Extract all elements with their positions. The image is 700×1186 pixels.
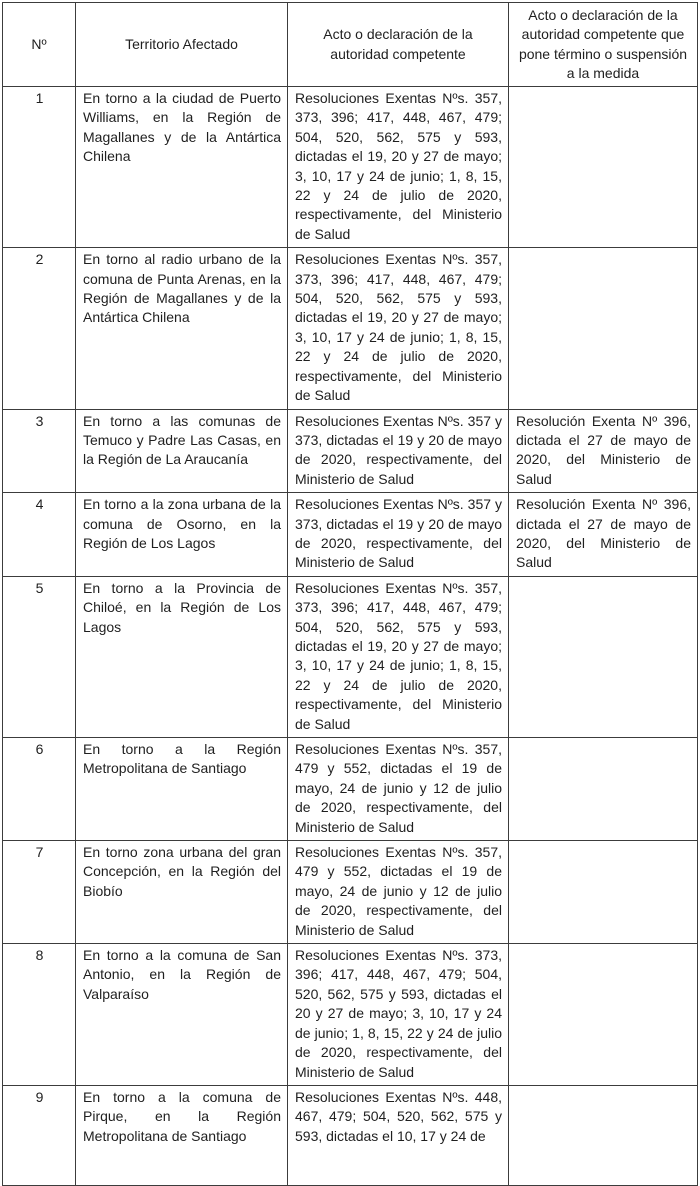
territorio-cell: En torno a la comuna de San Antonio, en la Región de Valparaíso <box>76 944 288 1086</box>
territorio-cell: En torno a la ciudad de Puerto Williams, en la Región de Magallanes y de la Antártica Chilena <box>76 87 288 248</box>
table-header-row <box>3 3 698 87</box>
territorio-cell: En torno al radio urbano de la comuna de Punta Arenas, en la Región de Magallanes y de la Antártica Chilena <box>76 248 288 409</box>
table-row <box>3 87 698 248</box>
termino-cell: Resolución Exenta Nº 396, dictada el 27 de mayo de 2020, del Ministerio de Salud <box>509 493 698 577</box>
territorio-cell: En torno a la Provincia de Chiloé, en la Región de Los Lagos <box>76 576 288 737</box>
termino-cell <box>509 841 698 944</box>
acto-cell: Resoluciones Exentas Nºs. 373, 396; 417, 448, 467, 479; 504, 520, 562, 575 y 593, dictadas el 20 y 27 de mayo; 3, 10, 17 y 24 de junio; 1, 8, 15, 22 y 24 de julio de 2020, respectivamente, del Ministerio de Salud <box>288 944 509 1086</box>
acto-cell: Resoluciones Exentas Nºs. 357, 373, 396; 417, 448, 467, 479; 504, 520, 562, 575 y 593, dictadas el 19, 20 y 27 de mayo; 3, 10, 17 y 24 de junio; 1, 8, 15, 22 y 24 de julio de 2020, respectivamente, del Ministerio de Salud <box>288 87 509 248</box>
acto-cell: Resoluciones Exentas Nºs. 357 y 373, dictadas el 19 y 20 de mayo de 2020, respectivamente, del Ministerio de Salud <box>288 493 509 577</box>
row-number: 4 <box>3 493 76 577</box>
acto-cell: Resoluciones Exentas Nºs. 357, 373, 396; 417, 448, 467, 479; 504, 520, 562, 575 y 593, dictadas el 19, 20 y 27 de mayo; 3, 10, 17 y 24 de junio; 1, 8, 15, 22 y 24 de julio de 2020, respectivamente, del Ministerio de Salud <box>288 248 509 409</box>
termino-cell: Resolución Exenta Nº 396, dictada el 27 de mayo de 2020, del Ministerio de Salud <box>509 409 698 493</box>
table-row <box>3 841 698 944</box>
affected-territories-table <box>2 2 698 1186</box>
table-row <box>3 493 698 577</box>
row-number: 9 <box>3 1085 76 1185</box>
territorio-cell: En torno a la comuna de Pirque, en la Región Metropolitana de Santiago <box>76 1085 288 1185</box>
row-number: 2 <box>3 248 76 409</box>
termino-cell <box>509 738 698 841</box>
row-number: 6 <box>3 738 76 841</box>
table-row <box>3 944 698 1086</box>
territorio-cell: En torno zona urbana del gran Concepción, en la Región del Biobío <box>76 841 288 944</box>
acto-cell: Resoluciones Exentas Nºs. 357, 479 y 552, dictadas el 19 de mayo, 24 de junio y 12 de julio de 2020, respectivamente, del Ministerio de Salud <box>288 841 509 944</box>
row-number: 1 <box>3 87 76 248</box>
acto-cell: Resoluciones Exentas Nºs. 357, 479 y 552, dictadas el 19 de mayo, 24 de junio y 12 de julio de 2020, respectivamente, del Ministerio de Salud <box>288 738 509 841</box>
termino-cell <box>509 87 698 248</box>
acto-cell: Resoluciones Exentas Nºs. 357, 373, 396; 417, 448, 467, 479; 504, 520, 562, 575 y 593, dictadas el 19, 20 y 27 de mayo; 3, 10, 17 y 24 de junio; 1, 8, 15, 22 y 24 de julio de 2020, respectivamente, del Ministerio de Salud <box>288 576 509 737</box>
header-acto-autoridad: Acto o declaración de la autoridad competente <box>288 3 509 87</box>
termino-cell <box>509 576 698 737</box>
table-row <box>3 409 698 493</box>
header-numero: Nº <box>3 3 76 87</box>
row-number: 3 <box>3 409 76 493</box>
termino-cell <box>509 944 698 1086</box>
row-number: 5 <box>3 576 76 737</box>
territorio-cell: En torno a la Región Metropolitana de Santiago <box>76 738 288 841</box>
table-row <box>3 248 698 409</box>
territorio-cell: En torno a las comunas de Temuco y Padre Las Casas, en la Región de La Araucanía <box>76 409 288 493</box>
document-page <box>0 2 700 1144</box>
acto-cell: Resoluciones Exentas Nºs. 448, 467, 479; 504, 520, 562, 575 y 593, dictadas el 10, 17 y 24 de <box>288 1085 509 1185</box>
table-row <box>3 738 698 841</box>
header-acto-termino: Acto o declaración de la autoridad competente que pone término o suspensión a la medida <box>509 3 698 87</box>
header-territorio-afectado: Territorio Afectado <box>76 3 288 87</box>
table-row <box>3 576 698 737</box>
territorio-cell: En torno a la zona urbana de la comuna de Osorno, en la Región de Los Lagos <box>76 493 288 577</box>
table-row <box>3 1085 698 1185</box>
row-number: 7 <box>3 841 76 944</box>
termino-cell <box>509 248 698 409</box>
termino-cell <box>509 1085 698 1185</box>
row-number: 8 <box>3 944 76 1086</box>
acto-cell: Resoluciones Exentas Nºs. 357 y 373, dictadas el 19 y 20 de mayo de 2020, respectivamente, del Ministerio de Salud <box>288 409 509 493</box>
